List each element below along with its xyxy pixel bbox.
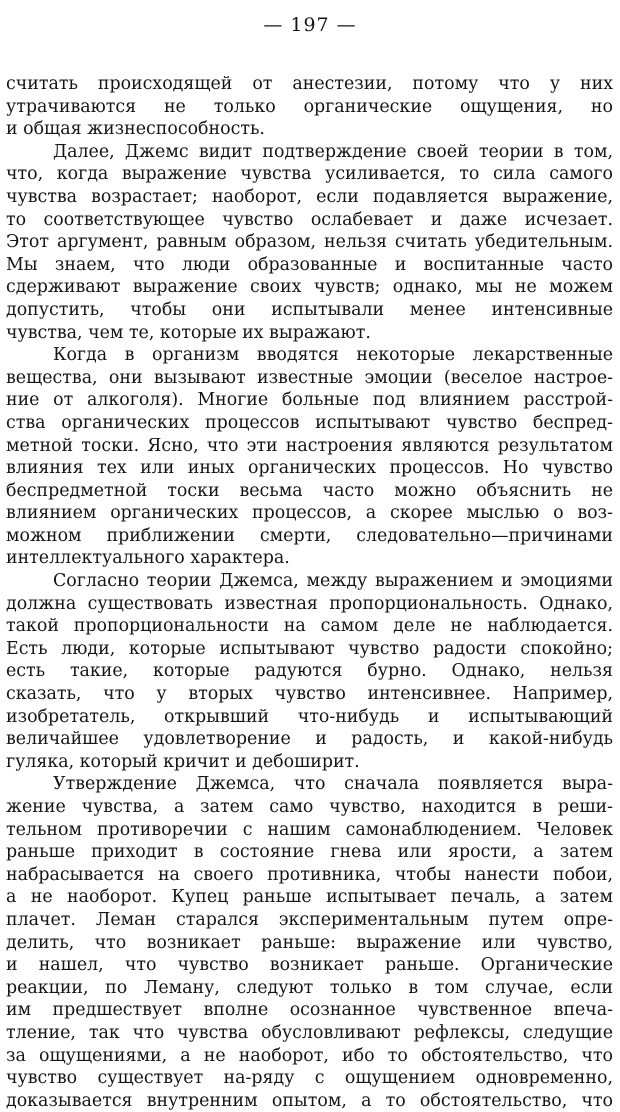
paragraph <box>6 344 613 570</box>
text-line: гуляка, который кричит и дебоширит. <box>6 751 360 772</box>
text-line: набрасывается на своего противника, чтобы нанести побои, <box>6 864 613 885</box>
paragraph <box>6 570 613 773</box>
text-line: сказать, что у вторых чувство интенсивнее. Например, <box>6 684 613 705</box>
text-line: сдерживают выражение своих чувств; однако, мы не можем <box>6 277 613 298</box>
page-number: — 197 — <box>263 14 357 36</box>
text-line: считать происходящей от анестезии, потому что у них <box>6 74 613 94</box>
text-line: тление, так что чувства обусловливают рефлексы, следущие <box>6 1022 613 1043</box>
text-line: метной тоски. Ясно, что эти настроения являются результатом <box>6 435 613 456</box>
text-line: и нашел, что чувство возникает раньше. Органические <box>6 955 613 976</box>
text-line: влияния тех или иных органических процессов. Но чувство <box>6 458 613 479</box>
text-line: Мы знаем, что люди образованные и воспитанные часто <box>6 254 613 275</box>
text-line: тельном противоречии с нашим самонаблюдением. Человек <box>6 819 613 840</box>
text-line: влиянием органических процессов, а скорее мыслью о воз- <box>6 503 613 524</box>
text-line: делить, что возникает раньше: выражение или чувство, <box>6 932 613 953</box>
text-line: Согласно теории Джемса, между выражением и эмоциями <box>53 571 613 592</box>
text-line: за ощущениями, а не наоборот, ибо то обстоятельство, что <box>6 1045 613 1066</box>
text-line: ства органических процессов испытывают чувство беспред- <box>6 412 613 433</box>
text-line: величайшее удовлетворение и радость, и какой-нибудь <box>6 729 613 750</box>
text-line: и общая жизнеспособность. <box>6 119 265 140</box>
text-line: доказывается внутренним опытом, а то обстоятельство, что <box>6 1090 613 1111</box>
text-line: должна существовать известная пропорциональность. Однако, <box>6 593 613 614</box>
paragraph <box>6 73 613 141</box>
text-line: Когда в организм вводятся некоторые лекарственные <box>53 345 613 366</box>
text-line: утрачиваются не только органические ощущения, но <box>6 96 613 117</box>
text-line: Утверждение Джемса, что сначала появляется выра- <box>53 774 613 795</box>
text-line: раньше приходит в состояние гнева или ярости, а затем <box>6 842 613 863</box>
paragraph <box>6 141 613 344</box>
text-line: чувство существует на-ряду с ощущением одновременно, <box>6 1068 613 1089</box>
text-line: а не наоборот. Купец раньше испытывает печаль, а затем <box>6 887 613 908</box>
text-line: есть такие, которые радуются бурно. Однако, нельзя <box>6 661 613 682</box>
text-line: Далее, Джемс видит подтверждение своей теории в том, <box>53 141 613 162</box>
text-line: им предшествует вполне осознанное чувственное впеча- <box>6 1000 613 1021</box>
text-line: Этот аргумент, равным образом, нельзя считать убедительным. <box>6 232 613 253</box>
text-line: можном приближении смерти, следовательно—причинами <box>6 525 613 546</box>
text-line: беспредметной тоски весьма часто можно объяснить не <box>6 480 613 501</box>
body-text <box>6 73 613 1112</box>
text-line: жение чувства, а затем само чувство, находится в реши- <box>6 797 613 817</box>
text-line: чувства, чем те, которые их выражают. <box>6 322 371 343</box>
text-line: плачет. Леман старался экспериментальным путем опре- <box>6 909 613 930</box>
text-line: чувства возрастает; наоборот, если подавляется выражение, <box>6 186 613 207</box>
text-line: что, когда выражение чувства усиливается, то сила самого <box>6 164 613 185</box>
paragraph <box>6 773 613 1112</box>
text-line: ние от алкоголя). Многие больные под влиянием расстрой- <box>6 390 613 411</box>
text-line: допустить, чтобы они испытывали менее интенсивные <box>6 299 613 320</box>
text-line: реакции, по Леману, следуют только в том случае, если <box>6 977 613 998</box>
text-line: такой пропорциональности на самом деле не наблюдается. <box>6 616 613 637</box>
text-line: то соответствующее чувство ослабевает и даже исчезает. <box>6 209 613 230</box>
text-line: изобретатель, открывший что-нибудь и испытывающий <box>6 706 613 727</box>
text-line: вещества, они вызывают известные эмоции (веселое настрое- <box>6 367 613 388</box>
text-line: Есть люди, которые испытывают чувство радости спокойно; <box>6 638 613 659</box>
text-line: интеллектуального характера. <box>6 548 290 569</box>
